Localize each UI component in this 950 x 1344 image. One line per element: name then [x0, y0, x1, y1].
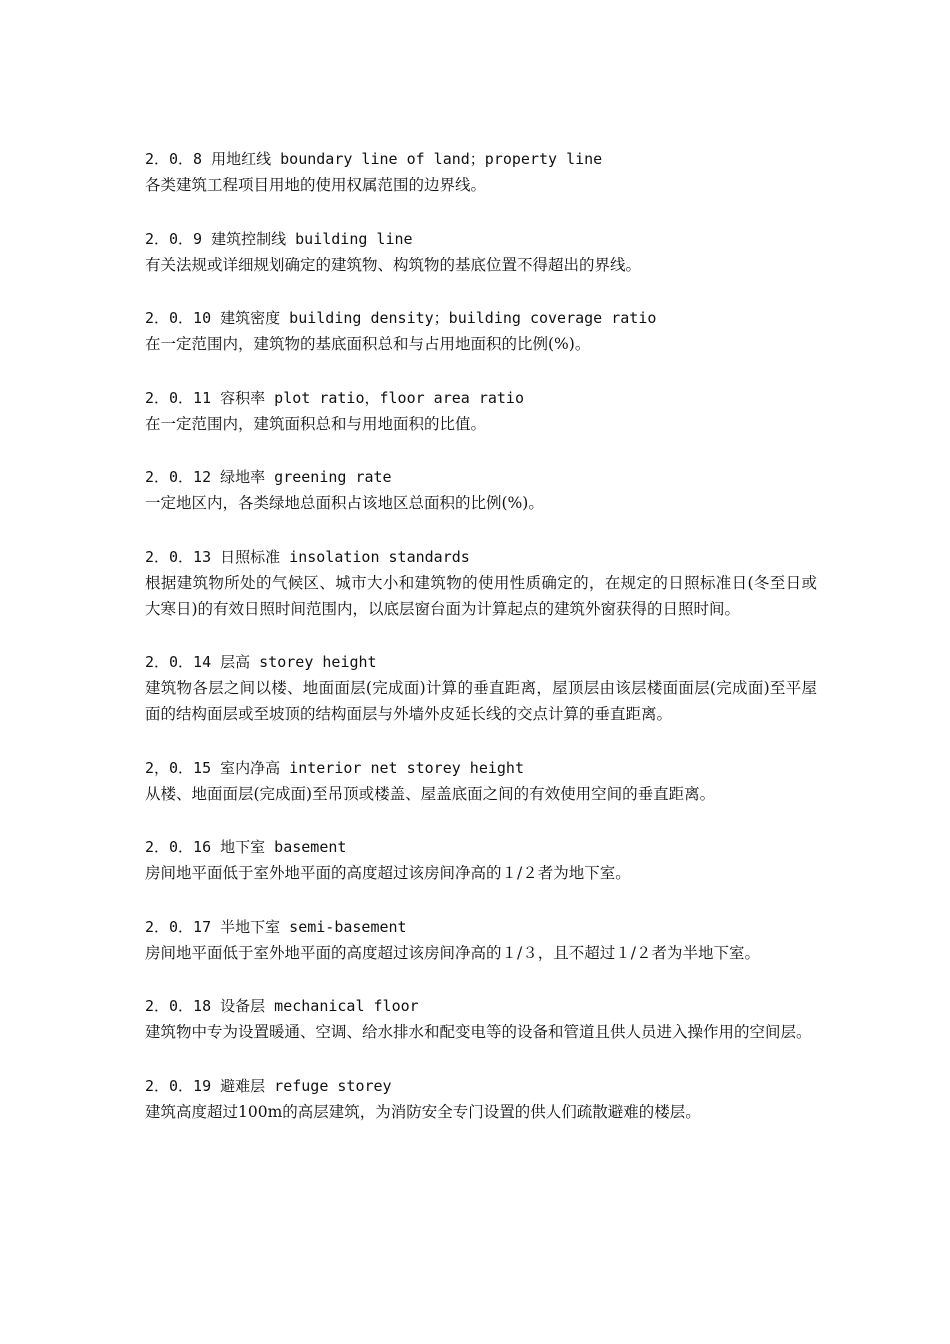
term-definition: 各类建筑工程项目用地的使用权属范围的边界线。	[145, 176, 487, 194]
term-heading: 2．0．13 日照标准 insolation standards	[145, 547, 470, 566]
term-heading: 2．0．8 用地红线 boundary line of land；property line	[145, 150, 603, 168]
term-heading: 2．0．16 地下室 basement	[145, 838, 347, 856]
term-2-0-18	[145, 993, 817, 1045]
term-heading: 2．0．18 设备层 mechanical floor	[145, 997, 419, 1015]
document-body	[145, 146, 817, 1152]
term-2-0-13	[145, 544, 817, 622]
term-2-0-8	[145, 146, 817, 198]
term-2-0-14	[145, 649, 817, 727]
term-definition: 根据建筑物所处的气候区、城市大小和建筑物的使用性质确定的，在规定的日照标准日(冬至日或大寒日)的有效日照时间范围内，以底层窗台面为计算起点的建筑外窗获得的日照时间。	[145, 573, 817, 618]
term-definition: 有关法规或详细规划确定的建筑物、构筑物的基底位置不得超出的界线。	[145, 255, 642, 274]
term-definition: 在一定范围内，建筑物的基底面积总和与占用地面积的比例(%)。	[145, 335, 591, 353]
term-definition: 房间地平面低于室外地平面的高度超过该房间净高的１/３，且不超过１/２者为半地下室。	[145, 943, 760, 962]
term-heading: 2．0．12 绿地率 greening rate	[145, 468, 392, 486]
term-heading: 2．0．17 半地下室 semi-basement	[145, 917, 407, 936]
term-2-0-16	[145, 834, 817, 886]
term-2-0-12	[145, 464, 817, 516]
term-heading: 2．0．9 建筑控制线 building line	[145, 229, 413, 248]
term-definition: 建筑高度超过100m的高层建筑，为消防安全专门设置的供人们疏散避难的楼层。	[145, 1102, 701, 1121]
term-2-0-10	[145, 305, 817, 357]
term-heading: 2．0．14 层高 storey height	[145, 653, 377, 671]
term-heading: 2，0．15 室内净高 interior net storey height	[145, 758, 524, 777]
term-definition: 在一定范围内，建筑面积总和与用地面积的比值。	[145, 414, 487, 433]
term-heading: 2．0．11 容积率 plot ratio，floor area ratio	[145, 388, 524, 407]
term-2-0-19	[145, 1073, 817, 1125]
term-heading: 2．0．19 避难层 refuge storey	[145, 1076, 392, 1095]
term-2-0-11	[145, 385, 817, 437]
term-definition: 一定地区内，各类绿地总面积占该地区总面积的比例(%)。	[145, 494, 544, 512]
term-2-0-15	[145, 755, 817, 807]
term-definition: 房间地平面低于室外地平面的高度超过该房间净高的１/２者为地下室。	[145, 864, 631, 882]
term-2-0-17	[145, 914, 817, 966]
term-2-0-9	[145, 226, 817, 278]
term-definition: 建筑物各层之间以楼、地面面层(完成面)计算的垂直距离，屋顶层由该层楼面面层(完成面)至平屋面的结构面层或至坡顶的结构面层与外墙外皮延长线的交点计算的垂直距离。	[145, 679, 817, 723]
term-heading: 2．0．10 建筑密度 building density；building coverage ratio	[145, 309, 657, 327]
term-definition: 从楼、地面面层(完成面)至吊顶或楼盖、屋盖底面之间的有效使用空间的垂直距离。	[145, 784, 716, 803]
term-definition: 建筑物中专为设置暖通、空调、给水排水和配变电等的设备和管道且供人员进入操作用的空间层。	[145, 1023, 812, 1041]
